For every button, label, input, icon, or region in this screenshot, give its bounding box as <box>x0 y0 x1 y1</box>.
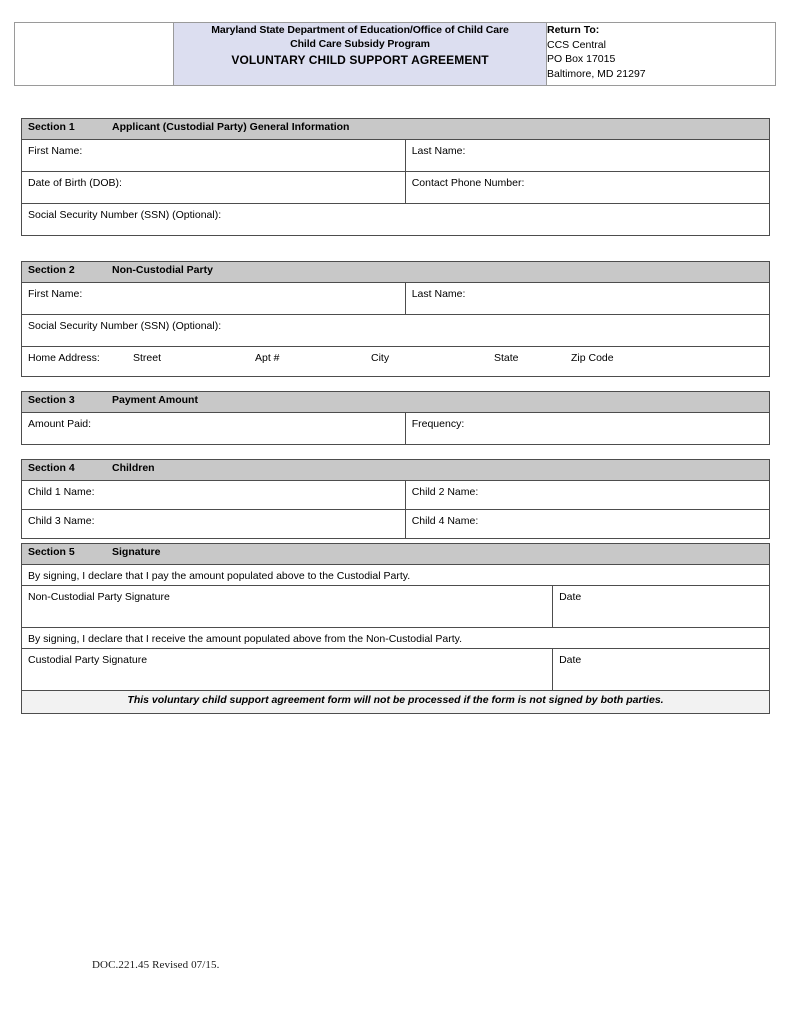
home-address-label: Home Address: <box>28 352 100 364</box>
field-frequency[interactable]: Frequency: <box>405 413 769 445</box>
masthead-row <box>15 23 776 86</box>
return-to-heading: Return To: <box>547 24 600 36</box>
section-2 <box>21 261 770 377</box>
return-address-cell <box>547 23 776 86</box>
table-row <box>22 510 770 539</box>
form-title-cell <box>174 23 547 86</box>
field-noncustodial-date[interactable]: Date <box>553 586 770 628</box>
field-first-name-noncustodial[interactable]: First Name: <box>22 283 406 315</box>
section-3 <box>21 391 770 445</box>
return-address-line-2: PO Box 17015 <box>547 53 616 65</box>
section-3-number: Section 3 <box>28 394 75 406</box>
table-row <box>22 283 770 315</box>
field-date-of-birth[interactable]: Date of Birth (DOB): <box>22 172 406 204</box>
field-child-2-name[interactable]: Child 2 Name: <box>405 481 769 510</box>
field-contact-phone[interactable]: Contact Phone Number: <box>405 172 769 204</box>
table-row <box>22 347 770 377</box>
declaration-pay-text: By signing, I declare that I pay the amount populated above to the Custodial Party. <box>22 565 770 586</box>
field-home-address[interactable] <box>22 347 770 377</box>
apt-label: Apt # <box>255 352 280 364</box>
form-title-line-2: Child Care Subsidy Program <box>290 38 430 50</box>
section-4-header-row <box>22 460 770 481</box>
field-last-name-noncustodial[interactable]: Last Name: <box>405 283 769 315</box>
section-4-header <box>22 460 770 481</box>
table-row <box>22 691 770 714</box>
agency-logo-placeholder <box>15 23 174 86</box>
return-address-line-1: CCS Central <box>547 38 606 51</box>
section-3-header <box>22 392 770 413</box>
field-custodial-date[interactable]: Date <box>553 649 770 691</box>
table-row <box>22 649 770 691</box>
field-custodial-signature[interactable]: Custodial Party Signature <box>22 649 553 691</box>
field-ssn-custodial[interactable]: Social Security Number (SSN) (Optional): <box>22 204 770 236</box>
section-3-header-row <box>22 392 770 413</box>
city-label: City <box>371 352 390 364</box>
masthead <box>14 22 776 86</box>
state-label: State <box>494 352 519 364</box>
field-noncustodial-signature[interactable]: Non-Custodial Party Signature <box>22 586 553 628</box>
table-row <box>22 413 770 445</box>
table-row <box>22 628 770 649</box>
table-row <box>22 315 770 347</box>
field-child-1-name[interactable]: Child 1 Name: <box>22 481 406 510</box>
section-2-title: Non-Custodial Party <box>112 264 213 276</box>
section-3-title: Payment Amount <box>112 394 198 406</box>
section-4 <box>21 459 770 539</box>
street-label: Street <box>133 352 162 364</box>
table-row <box>22 172 770 204</box>
section-5 <box>21 543 770 714</box>
table-row <box>22 140 770 172</box>
section-1-title: Applicant (Custodial Party) General Information <box>112 121 350 133</box>
return-address-line-3: Baltimore, MD 21297 <box>547 67 646 80</box>
section-5-title: Signature <box>112 546 161 558</box>
processing-notice: This voluntary child support agreement form will not be processed if the form is not signed by both parties. <box>22 691 770 714</box>
section-1-header <box>22 119 770 140</box>
table-row <box>22 204 770 236</box>
section-2-number: Section 2 <box>28 264 75 276</box>
field-last-name-custodial[interactable]: Last Name: <box>405 140 769 172</box>
field-amount-paid[interactable]: Amount Paid: <box>22 413 406 445</box>
field-child-3-name[interactable]: Child 3 Name: <box>22 510 406 539</box>
field-child-4-name[interactable]: Child 4 Name: <box>405 510 769 539</box>
zip-code-label: Zip Code <box>571 352 614 364</box>
section-1-number: Section 1 <box>28 121 75 133</box>
section-4-number: Section 4 <box>28 462 75 474</box>
field-ssn-noncustodial[interactable]: Social Security Number (SSN) (Optional): <box>22 315 770 347</box>
page-title: VOLUNTARY CHILD SUPPORT AGREEMENT <box>231 53 489 67</box>
section-5-header <box>22 544 770 565</box>
section-4-title: Children <box>112 462 155 474</box>
declaration-receive-text: By signing, I declare that I receive the amount populated above from the Non-Custodial Party. <box>22 628 770 649</box>
section-5-header-row <box>22 544 770 565</box>
form-title-line-1: Maryland State Department of Education/Office of Child Care <box>211 24 509 36</box>
field-first-name-custodial[interactable]: First Name: <box>22 140 406 172</box>
table-row <box>22 586 770 628</box>
table-row <box>22 481 770 510</box>
section-2-header <box>22 262 770 283</box>
section-1-header-row <box>22 119 770 140</box>
table-row <box>22 565 770 586</box>
section-2-header-row <box>22 262 770 283</box>
document-footer-id: DOC.221.45 Revised 07/15. <box>92 959 220 971</box>
section-1 <box>21 118 770 236</box>
section-5-number: Section 5 <box>28 546 75 558</box>
